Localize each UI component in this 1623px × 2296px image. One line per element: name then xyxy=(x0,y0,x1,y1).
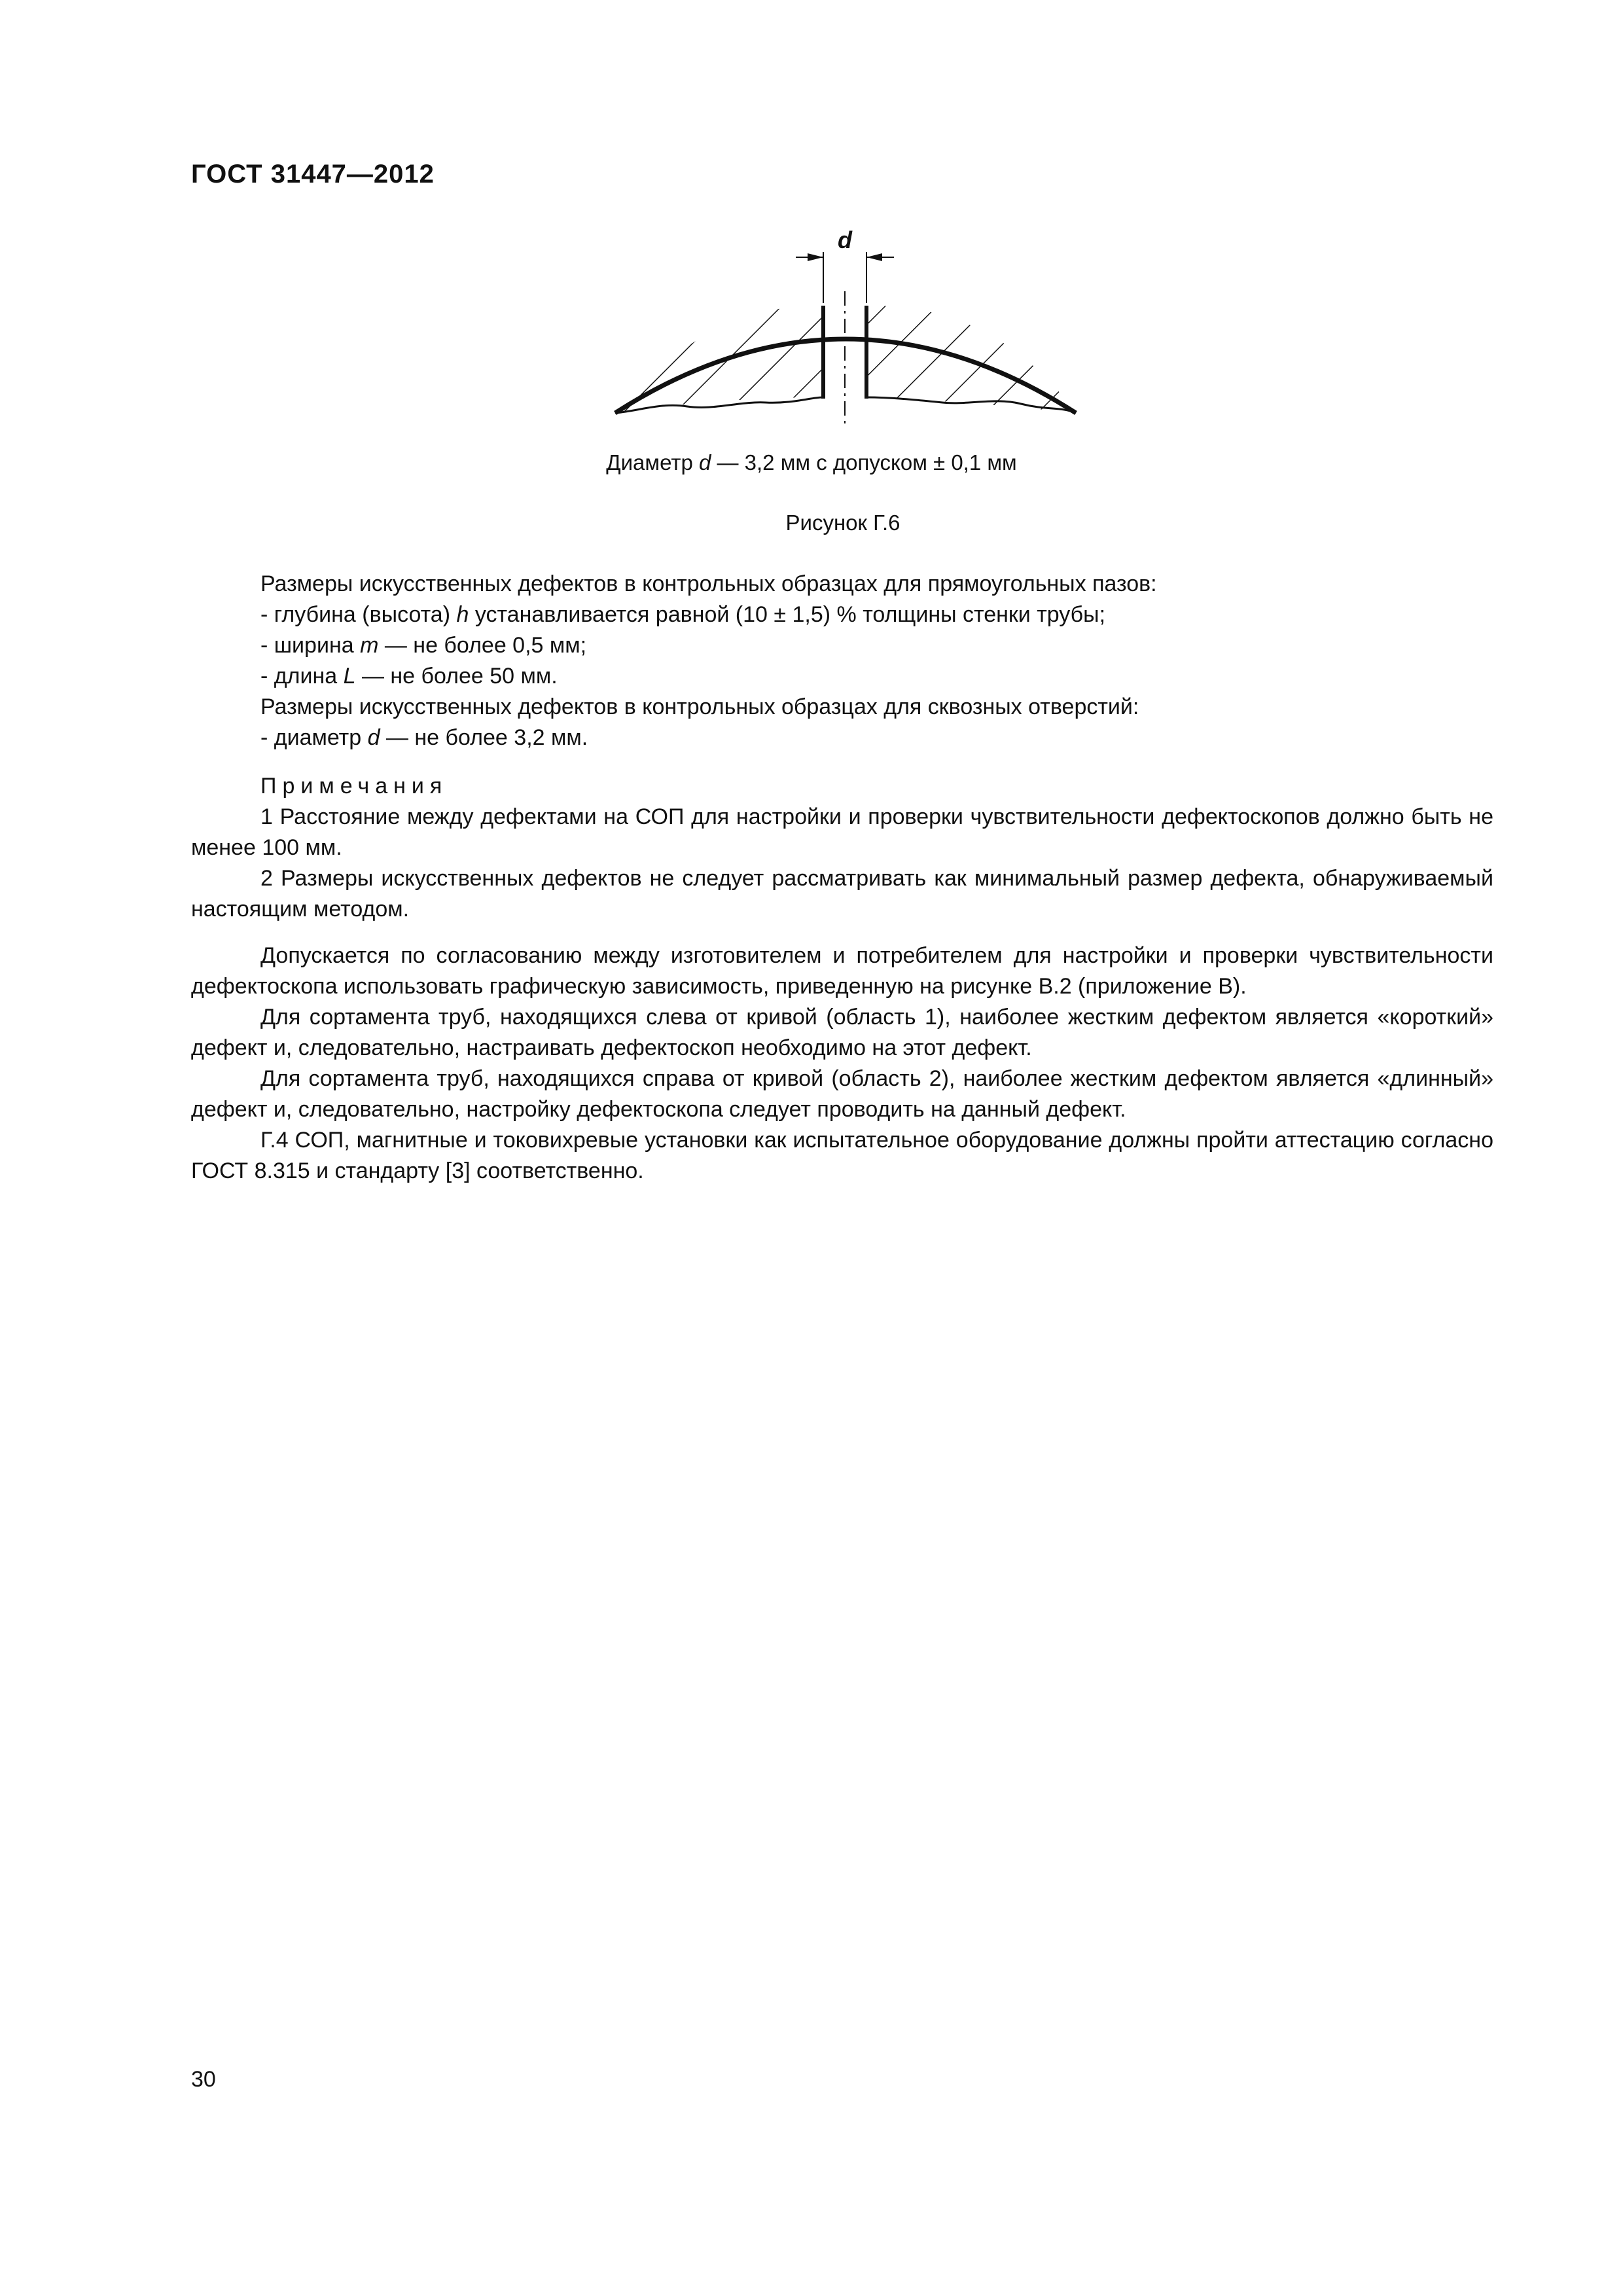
notes-heading: Примечания xyxy=(260,774,448,798)
defect-dimensions-section xyxy=(191,569,1493,753)
dimension-label-d: d xyxy=(838,226,852,253)
paragraph-4: Г.4 СОП, магнитные и токовихревые установки как испытательное оборудование должны пройти аттестацию согласно ГОСТ 8.315 и стандарту [3] соответственно. xyxy=(191,1128,1493,1183)
hole-diameter: - диаметр d — не более 3,2 мм. xyxy=(260,725,588,750)
paragraph-2: Для сортамента труб, находящихся слева от кривой (область 1), наиболее жестким дефектом является «короткий» дефект и, следовательно, настраивать дефектоскоп необходимо на этот дефект. xyxy=(191,1005,1493,1060)
slots-intro: Размеры искусственных дефектов в контрольных образцах для прямоугольных пазов: xyxy=(260,571,1157,596)
note-1: 1 Расстояние между дефектами на СОП для настройки и проверки чувствительности дефектоскопов должно быть не менее 100 мм. xyxy=(191,804,1493,860)
note-2: 2 Размеры искусственных дефектов не следует рассматривать как минимальный размер дефекта, обнаруживаемый настоящим методом. xyxy=(191,866,1493,922)
figure-title: Рисунок Г.6 xyxy=(785,511,901,535)
paragraph-1: Допускается по согласованию между изготовителем и потребителем для настройки и проверки чувствительности дефектоскопа использовать графическую зависимость, приведенную на рисунке В.2 (приложение В). xyxy=(191,943,1493,999)
document-header: ГОСТ 31447—2012 xyxy=(191,160,435,188)
slot-width: - ширина m — не более 0,5 мм; xyxy=(260,633,587,658)
paragraph-3: Для сортамента труб, находящихся справа от кривой (область 2), наиболее жестким дефектом является «длинный» дефект и, следовательно, настройку дефектоскопа следует проводить на данный дефект. xyxy=(191,1066,1493,1122)
main-paragraphs xyxy=(191,941,1493,1187)
figure-caption: Диаметр d — 3,2 мм с допуском ± 0,1 мм xyxy=(606,450,1017,475)
notes-section xyxy=(191,771,1493,925)
slot-length: - длина L — не более 50 мм. xyxy=(260,664,558,689)
holes-intro: Размеры искусственных дефектов в контрольных образцах для сквозных отверстий: xyxy=(260,694,1139,719)
page-number: 30 xyxy=(191,2067,216,2092)
slot-depth: - глубина (высота) h устанавливается равной (10 ± 1,5) % толщины стенки трубы; xyxy=(260,602,1106,627)
pipe-section-drawing xyxy=(602,226,1093,442)
pipe-section-figure xyxy=(602,226,1093,442)
